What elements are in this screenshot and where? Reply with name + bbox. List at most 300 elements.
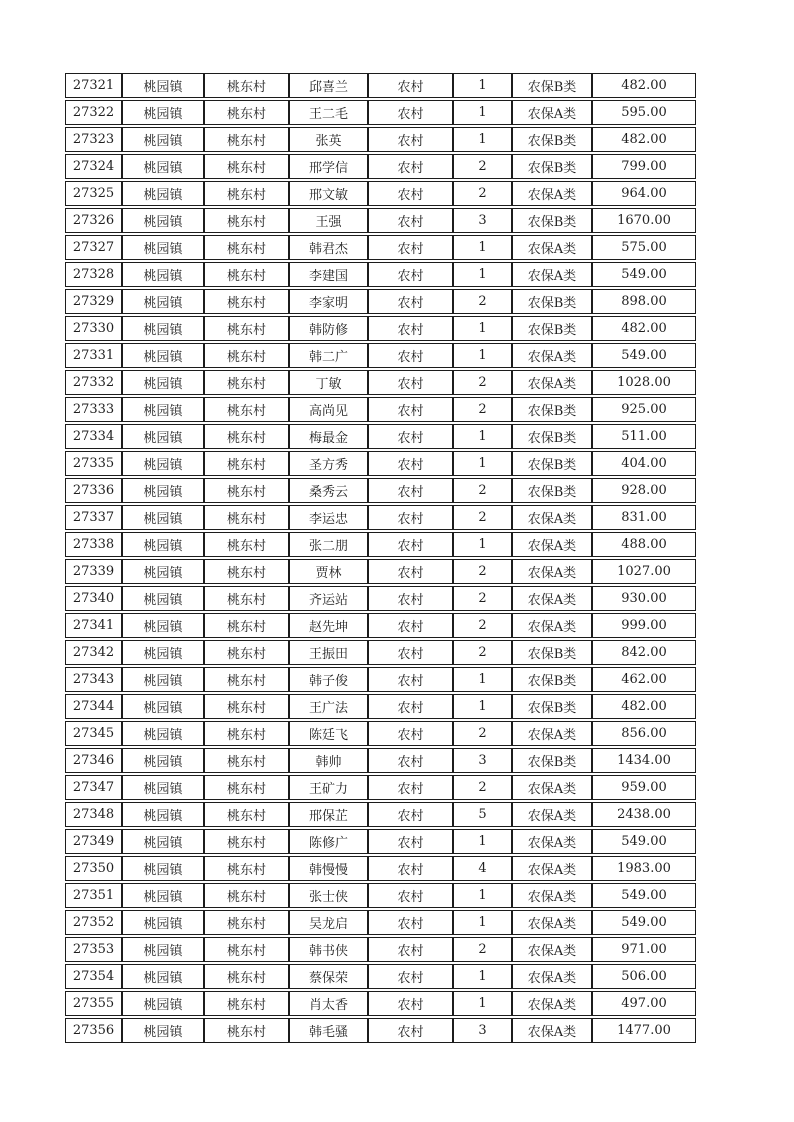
cell-amount: 549.00 <box>592 343 696 368</box>
cell-person-count: 2 <box>453 775 512 800</box>
cell-town: 桃园镇 <box>122 181 204 206</box>
cell-person-count: 1 <box>453 532 512 557</box>
cell-insurance-category: 农保B类 <box>512 73 592 98</box>
cell-record-id: 27345 <box>65 721 122 746</box>
table-row <box>65 964 696 989</box>
table-body <box>65 73 696 1043</box>
table-row <box>65 262 696 287</box>
cell-town: 桃园镇 <box>122 964 204 989</box>
cell-record-id: 27350 <box>65 856 122 881</box>
cell-person-name: 邢学信 <box>289 154 368 179</box>
cell-residence-type: 农村 <box>368 397 453 422</box>
cell-amount: 1434.00 <box>592 748 696 773</box>
cell-village: 桃东村 <box>204 208 289 233</box>
cell-residence-type: 农村 <box>368 829 453 854</box>
cell-person-count: 2 <box>453 721 512 746</box>
cell-insurance-category: 农保B类 <box>512 289 592 314</box>
cell-town: 桃园镇 <box>122 829 204 854</box>
cell-amount: 482.00 <box>592 127 696 152</box>
cell-person-count: 2 <box>453 613 512 638</box>
cell-town: 桃园镇 <box>122 1018 204 1043</box>
cell-amount: 1028.00 <box>592 370 696 395</box>
cell-town: 桃园镇 <box>122 667 204 692</box>
cell-person-name: 韩二广 <box>289 343 368 368</box>
cell-residence-type: 农村 <box>368 424 453 449</box>
cell-record-id: 27347 <box>65 775 122 800</box>
table-row <box>65 937 696 962</box>
cell-village: 桃东村 <box>204 586 289 611</box>
cell-person-count: 2 <box>453 586 512 611</box>
cell-village: 桃东村 <box>204 559 289 584</box>
table-row <box>65 127 696 152</box>
cell-amount: 549.00 <box>592 883 696 908</box>
cell-insurance-category: 农保A类 <box>512 181 592 206</box>
cell-person-count: 2 <box>453 505 512 530</box>
table-row <box>65 289 696 314</box>
cell-record-id: 27351 <box>65 883 122 908</box>
table-row <box>65 154 696 179</box>
cell-record-id: 27335 <box>65 451 122 476</box>
cell-amount: 1477.00 <box>592 1018 696 1043</box>
cell-residence-type: 农村 <box>368 694 453 719</box>
table-row <box>65 181 696 206</box>
table-row <box>65 775 696 800</box>
cell-record-id: 27340 <box>65 586 122 611</box>
cell-record-id: 27354 <box>65 964 122 989</box>
cell-person-name: 邢文敏 <box>289 181 368 206</box>
cell-insurance-category: 农保A类 <box>512 262 592 287</box>
cell-person-name: 张二朋 <box>289 532 368 557</box>
cell-town: 桃园镇 <box>122 127 204 152</box>
cell-person-count: 1 <box>453 667 512 692</box>
cell-person-name: 邢保芷 <box>289 802 368 827</box>
cell-village: 桃东村 <box>204 721 289 746</box>
cell-insurance-category: 农保A类 <box>512 532 592 557</box>
cell-person-count: 1 <box>453 451 512 476</box>
cell-insurance-category: 农保A类 <box>512 829 592 854</box>
cell-town: 桃园镇 <box>122 559 204 584</box>
cell-residence-type: 农村 <box>368 235 453 260</box>
cell-insurance-category: 农保B类 <box>512 694 592 719</box>
cell-residence-type: 农村 <box>368 208 453 233</box>
cell-residence-type: 农村 <box>368 748 453 773</box>
cell-person-count: 1 <box>453 316 512 341</box>
cell-person-name: 贾林 <box>289 559 368 584</box>
cell-person-count: 1 <box>453 73 512 98</box>
cell-residence-type: 农村 <box>368 883 453 908</box>
cell-town: 桃园镇 <box>122 235 204 260</box>
cell-record-id: 27352 <box>65 910 122 935</box>
table-row <box>65 316 696 341</box>
cell-person-name: 韩慢慢 <box>289 856 368 881</box>
cell-amount: 842.00 <box>592 640 696 665</box>
cell-town: 桃园镇 <box>122 343 204 368</box>
table-row <box>65 559 696 584</box>
cell-insurance-category: 农保A类 <box>512 370 592 395</box>
cell-person-name: 韩防修 <box>289 316 368 341</box>
cell-village: 桃东村 <box>204 640 289 665</box>
cell-residence-type: 农村 <box>368 262 453 287</box>
cell-amount: 488.00 <box>592 532 696 557</box>
cell-town: 桃园镇 <box>122 748 204 773</box>
cell-record-id: 27327 <box>65 235 122 260</box>
cell-village: 桃东村 <box>204 424 289 449</box>
cell-town: 桃园镇 <box>122 73 204 98</box>
cell-town: 桃园镇 <box>122 802 204 827</box>
cell-residence-type: 农村 <box>368 289 453 314</box>
cell-insurance-category: 农保B类 <box>512 667 592 692</box>
cell-person-count: 2 <box>453 154 512 179</box>
cell-amount: 482.00 <box>592 694 696 719</box>
cell-record-id: 27321 <box>65 73 122 98</box>
cell-person-count: 1 <box>453 694 512 719</box>
cell-record-id: 27329 <box>65 289 122 314</box>
cell-record-id: 27356 <box>65 1018 122 1043</box>
cell-insurance-category: 农保B类 <box>512 397 592 422</box>
cell-person-name: 李运忠 <box>289 505 368 530</box>
cell-record-id: 27325 <box>65 181 122 206</box>
table-row <box>65 397 696 422</box>
cell-village: 桃东村 <box>204 127 289 152</box>
cell-person-name: 张士侠 <box>289 883 368 908</box>
cell-village: 桃东村 <box>204 613 289 638</box>
cell-residence-type: 农村 <box>368 100 453 125</box>
cell-village: 桃东村 <box>204 991 289 1016</box>
cell-person-count: 3 <box>453 208 512 233</box>
cell-amount: 2438.00 <box>592 802 696 827</box>
cell-village: 桃东村 <box>204 451 289 476</box>
cell-record-id: 27326 <box>65 208 122 233</box>
cell-village: 桃东村 <box>204 343 289 368</box>
cell-insurance-category: 农保A类 <box>512 883 592 908</box>
cell-town: 桃园镇 <box>122 694 204 719</box>
table-row <box>65 694 696 719</box>
cell-insurance-category: 农保A类 <box>512 343 592 368</box>
cell-record-id: 27342 <box>65 640 122 665</box>
cell-record-id: 27353 <box>65 937 122 962</box>
cell-amount: 575.00 <box>592 235 696 260</box>
cell-residence-type: 农村 <box>368 964 453 989</box>
cell-insurance-category: 农保A类 <box>512 505 592 530</box>
cell-person-name: 圣方秀 <box>289 451 368 476</box>
cell-insurance-category: 农保A类 <box>512 910 592 935</box>
cell-person-count: 1 <box>453 829 512 854</box>
cell-person-count: 1 <box>453 883 512 908</box>
cell-amount: 549.00 <box>592 829 696 854</box>
cell-insurance-category: 农保A类 <box>512 775 592 800</box>
table-row <box>65 1018 696 1043</box>
cell-residence-type: 农村 <box>368 478 453 503</box>
cell-person-count: 1 <box>453 235 512 260</box>
cell-person-count: 2 <box>453 640 512 665</box>
cell-record-id: 27341 <box>65 613 122 638</box>
cell-person-name: 韩子俊 <box>289 667 368 692</box>
cell-record-id: 27348 <box>65 802 122 827</box>
cell-person-count: 3 <box>453 748 512 773</box>
cell-town: 桃园镇 <box>122 937 204 962</box>
table-row <box>65 100 696 125</box>
cell-person-count: 3 <box>453 1018 512 1043</box>
cell-person-name: 王振田 <box>289 640 368 665</box>
table-row <box>65 640 696 665</box>
table-row <box>65 910 696 935</box>
cell-village: 桃东村 <box>204 802 289 827</box>
cell-town: 桃园镇 <box>122 910 204 935</box>
cell-insurance-category: 农保A类 <box>512 100 592 125</box>
table-row <box>65 856 696 881</box>
cell-person-name: 韩帅 <box>289 748 368 773</box>
cell-town: 桃园镇 <box>122 424 204 449</box>
cell-village: 桃东村 <box>204 181 289 206</box>
cell-person-name: 韩书侠 <box>289 937 368 962</box>
cell-person-name: 张英 <box>289 127 368 152</box>
table-row <box>65 883 696 908</box>
cell-person-name: 韩毛骚 <box>289 1018 368 1043</box>
cell-residence-type: 农村 <box>368 910 453 935</box>
cell-amount: 831.00 <box>592 505 696 530</box>
cell-residence-type: 农村 <box>368 181 453 206</box>
cell-amount: 930.00 <box>592 586 696 611</box>
cell-town: 桃园镇 <box>122 775 204 800</box>
cell-person-count: 1 <box>453 343 512 368</box>
cell-village: 桃东村 <box>204 667 289 692</box>
cell-person-name: 王二毛 <box>289 100 368 125</box>
cell-residence-type: 农村 <box>368 559 453 584</box>
cell-residence-type: 农村 <box>368 154 453 179</box>
cell-village: 桃东村 <box>204 397 289 422</box>
cell-town: 桃园镇 <box>122 532 204 557</box>
cell-amount: 506.00 <box>592 964 696 989</box>
cell-person-count: 1 <box>453 100 512 125</box>
cell-village: 桃东村 <box>204 937 289 962</box>
cell-person-name: 齐运站 <box>289 586 368 611</box>
table-row <box>65 721 696 746</box>
cell-person-name: 赵先坤 <box>289 613 368 638</box>
cell-insurance-category: 农保B类 <box>512 748 592 773</box>
cell-insurance-category: 农保A类 <box>512 613 592 638</box>
cell-person-name: 蔡保荣 <box>289 964 368 989</box>
cell-person-count: 4 <box>453 856 512 881</box>
table-row <box>65 802 696 827</box>
table-row <box>65 829 696 854</box>
cell-person-count: 1 <box>453 127 512 152</box>
cell-residence-type: 农村 <box>368 667 453 692</box>
cell-residence-type: 农村 <box>368 802 453 827</box>
cell-amount: 999.00 <box>592 613 696 638</box>
cell-person-count: 1 <box>453 910 512 935</box>
cell-amount: 482.00 <box>592 316 696 341</box>
table-row <box>65 613 696 638</box>
cell-record-id: 27343 <box>65 667 122 692</box>
cell-amount: 595.00 <box>592 100 696 125</box>
cell-person-name: 邱喜兰 <box>289 73 368 98</box>
cell-person-count: 2 <box>453 478 512 503</box>
cell-village: 桃东村 <box>204 775 289 800</box>
table-row <box>65 532 696 557</box>
cell-insurance-category: 农保A类 <box>512 856 592 881</box>
cell-town: 桃园镇 <box>122 289 204 314</box>
cell-village: 桃东村 <box>204 829 289 854</box>
table-row <box>65 73 696 98</box>
cell-person-name: 李家明 <box>289 289 368 314</box>
table-row <box>65 235 696 260</box>
cell-village: 桃东村 <box>204 694 289 719</box>
cell-village: 桃东村 <box>204 964 289 989</box>
table-row <box>65 586 696 611</box>
cell-record-id: 27337 <box>65 505 122 530</box>
cell-insurance-category: 农保B类 <box>512 424 592 449</box>
cell-residence-type: 农村 <box>368 451 453 476</box>
cell-town: 桃园镇 <box>122 505 204 530</box>
cell-town: 桃园镇 <box>122 991 204 1016</box>
cell-record-id: 27355 <box>65 991 122 1016</box>
cell-town: 桃园镇 <box>122 613 204 638</box>
table-row <box>65 424 696 449</box>
cell-person-name: 肖太香 <box>289 991 368 1016</box>
table-row <box>65 991 696 1016</box>
insurance-payment-table <box>65 71 696 1045</box>
cell-person-count: 2 <box>453 937 512 962</box>
cell-person-name: 韩君杰 <box>289 235 368 260</box>
cell-insurance-category: 农保A类 <box>512 235 592 260</box>
table-row <box>65 505 696 530</box>
cell-amount: 964.00 <box>592 181 696 206</box>
cell-insurance-category: 农保A类 <box>512 991 592 1016</box>
cell-insurance-category: 农保A类 <box>512 802 592 827</box>
cell-residence-type: 农村 <box>368 532 453 557</box>
table-row <box>65 451 696 476</box>
cell-residence-type: 农村 <box>368 370 453 395</box>
cell-person-name: 陈廷飞 <box>289 721 368 746</box>
cell-insurance-category: 农保B类 <box>512 208 592 233</box>
table-row <box>65 370 696 395</box>
table-row <box>65 748 696 773</box>
table-row <box>65 667 696 692</box>
cell-record-id: 27334 <box>65 424 122 449</box>
cell-village: 桃东村 <box>204 370 289 395</box>
cell-amount: 549.00 <box>592 910 696 935</box>
cell-town: 桃园镇 <box>122 856 204 881</box>
cell-insurance-category: 农保A类 <box>512 586 592 611</box>
cell-residence-type: 农村 <box>368 721 453 746</box>
cell-person-name: 李建国 <box>289 262 368 287</box>
cell-record-id: 27338 <box>65 532 122 557</box>
cell-residence-type: 农村 <box>368 856 453 881</box>
cell-record-id: 27328 <box>65 262 122 287</box>
cell-person-name: 王强 <box>289 208 368 233</box>
cell-person-count: 1 <box>453 991 512 1016</box>
cell-person-count: 2 <box>453 289 512 314</box>
cell-village: 桃东村 <box>204 262 289 287</box>
cell-amount: 511.00 <box>592 424 696 449</box>
table-row <box>65 478 696 503</box>
cell-residence-type: 农村 <box>368 640 453 665</box>
cell-town: 桃园镇 <box>122 397 204 422</box>
cell-residence-type: 农村 <box>368 73 453 98</box>
cell-residence-type: 农村 <box>368 343 453 368</box>
cell-record-id: 27336 <box>65 478 122 503</box>
cell-village: 桃东村 <box>204 856 289 881</box>
cell-town: 桃园镇 <box>122 262 204 287</box>
cell-record-id: 27346 <box>65 748 122 773</box>
table-row <box>65 343 696 368</box>
cell-town: 桃园镇 <box>122 100 204 125</box>
cell-amount: 1983.00 <box>592 856 696 881</box>
cell-person-name: 王矿力 <box>289 775 368 800</box>
cell-amount: 482.00 <box>592 73 696 98</box>
cell-record-id: 27333 <box>65 397 122 422</box>
cell-person-count: 2 <box>453 181 512 206</box>
cell-person-name: 吴龙启 <box>289 910 368 935</box>
cell-village: 桃东村 <box>204 1018 289 1043</box>
cell-insurance-category: 农保A类 <box>512 1018 592 1043</box>
cell-town: 桃园镇 <box>122 586 204 611</box>
cell-town: 桃园镇 <box>122 370 204 395</box>
cell-residence-type: 农村 <box>368 316 453 341</box>
cell-insurance-category: 农保A类 <box>512 937 592 962</box>
cell-person-name: 陈修广 <box>289 829 368 854</box>
cell-record-id: 27339 <box>65 559 122 584</box>
cell-amount: 549.00 <box>592 262 696 287</box>
cell-amount: 404.00 <box>592 451 696 476</box>
cell-insurance-category: 农保B类 <box>512 478 592 503</box>
cell-person-count: 1 <box>453 424 512 449</box>
cell-residence-type: 农村 <box>368 991 453 1016</box>
cell-person-count: 2 <box>453 559 512 584</box>
cell-amount: 898.00 <box>592 289 696 314</box>
cell-person-name: 丁敏 <box>289 370 368 395</box>
cell-town: 桃园镇 <box>122 883 204 908</box>
cell-record-id: 27332 <box>65 370 122 395</box>
cell-village: 桃东村 <box>204 154 289 179</box>
cell-village: 桃东村 <box>204 100 289 125</box>
cell-person-count: 2 <box>453 397 512 422</box>
cell-amount: 497.00 <box>592 991 696 1016</box>
cell-record-id: 27344 <box>65 694 122 719</box>
cell-record-id: 27323 <box>65 127 122 152</box>
table-row <box>65 208 696 233</box>
cell-town: 桃园镇 <box>122 316 204 341</box>
cell-insurance-category: 农保B类 <box>512 316 592 341</box>
cell-residence-type: 农村 <box>368 586 453 611</box>
cell-amount: 925.00 <box>592 397 696 422</box>
cell-village: 桃东村 <box>204 748 289 773</box>
cell-person-count: 1 <box>453 964 512 989</box>
cell-amount: 928.00 <box>592 478 696 503</box>
cell-person-count: 5 <box>453 802 512 827</box>
cell-amount: 1670.00 <box>592 208 696 233</box>
cell-village: 桃东村 <box>204 883 289 908</box>
cell-amount: 462.00 <box>592 667 696 692</box>
cell-person-name: 梅最金 <box>289 424 368 449</box>
cell-record-id: 27349 <box>65 829 122 854</box>
cell-amount: 856.00 <box>592 721 696 746</box>
cell-residence-type: 农村 <box>368 775 453 800</box>
cell-insurance-category: 农保B类 <box>512 451 592 476</box>
cell-village: 桃东村 <box>204 289 289 314</box>
cell-amount: 959.00 <box>592 775 696 800</box>
cell-insurance-category: 农保A类 <box>512 559 592 584</box>
cell-amount: 971.00 <box>592 937 696 962</box>
cell-record-id: 27322 <box>65 100 122 125</box>
cell-town: 桃园镇 <box>122 208 204 233</box>
cell-record-id: 27330 <box>65 316 122 341</box>
cell-village: 桃东村 <box>204 73 289 98</box>
cell-amount: 799.00 <box>592 154 696 179</box>
cell-village: 桃东村 <box>204 478 289 503</box>
cell-village: 桃东村 <box>204 316 289 341</box>
cell-insurance-category: 农保B类 <box>512 127 592 152</box>
